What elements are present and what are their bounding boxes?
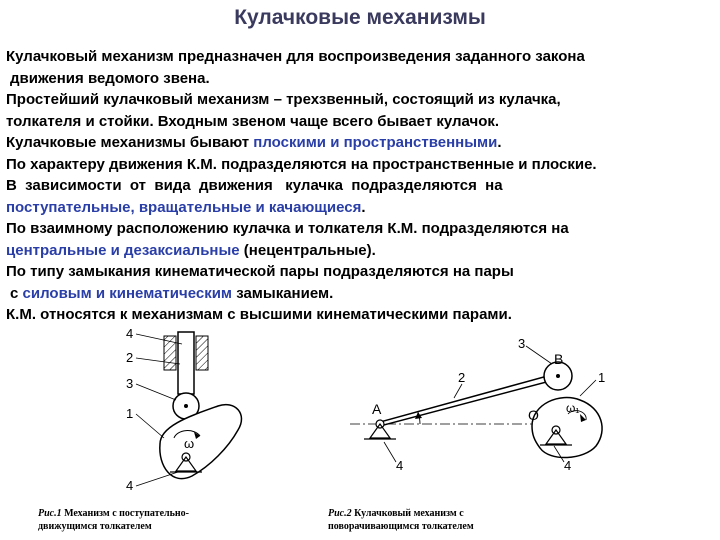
label-2: 2 bbox=[126, 350, 134, 365]
caption-number: Рис.2 bbox=[328, 508, 352, 519]
label-omega: ω bbox=[184, 436, 195, 451]
label-1: 1 bbox=[598, 370, 606, 385]
body-text bbox=[6, 46, 716, 326]
leader-line bbox=[384, 442, 396, 462]
text-line: По типу замыкания кинематической пары подразделяются на пары bbox=[6, 263, 514, 280]
leader-line bbox=[136, 472, 178, 486]
leader-line bbox=[136, 414, 164, 438]
text-segment: . bbox=[361, 198, 366, 216]
page-title: Кулачковые механизмы bbox=[234, 6, 486, 29]
text-line: По характеру движения К.М. подразделяются на пространственные и плоские. bbox=[6, 155, 597, 173]
text-segment: с bbox=[10, 284, 23, 302]
text-line: В зависимости от вида движения кулачка подразделяются на bbox=[6, 177, 503, 194]
highlight-text: силовым и кинематическим bbox=[22, 284, 233, 302]
caption-text: поворачивающимся толкателем bbox=[328, 521, 474, 532]
text-line bbox=[6, 132, 716, 154]
caption-text: Механизм с поступательно- bbox=[61, 508, 189, 519]
label-4-bottom: 4 bbox=[126, 478, 134, 493]
figure-2-caption bbox=[328, 507, 474, 533]
figure-2-diagram bbox=[340, 334, 620, 484]
label-3: 3 bbox=[126, 376, 134, 391]
follower-rod bbox=[178, 332, 194, 394]
text-line: толкателя и стойки. Входным звеном чаще всего бывает кулачок. bbox=[6, 112, 500, 130]
label-b: B bbox=[554, 351, 564, 367]
text-line: Кулачковый механизм предназначен для воспроизведения заданного закона bbox=[6, 48, 585, 65]
leader-line bbox=[454, 384, 462, 398]
leader-line bbox=[526, 346, 552, 364]
text-segment: замыканием. bbox=[232, 284, 334, 302]
cam-body bbox=[160, 405, 242, 479]
text-segment: . bbox=[497, 134, 502, 151]
label-4-left: 4 bbox=[396, 458, 404, 473]
figure-1-diagram bbox=[100, 326, 270, 501]
text-line: Простейший кулачковый механизм – трехзвенный, состоящий из кулачка, bbox=[6, 91, 561, 108]
guide-right bbox=[196, 336, 208, 370]
caption-text: движущимся толкателем bbox=[38, 521, 152, 532]
text-line: движения ведомого звена. bbox=[10, 69, 210, 87]
caption-text: Кулачковый механизм с bbox=[351, 508, 464, 519]
leader-line bbox=[136, 384, 176, 400]
text-line: По взаимному расположению кулачка и толкателя К.М. подразделяются на bbox=[6, 220, 569, 237]
highlight-text: центральные и дезаксиальные bbox=[6, 241, 240, 259]
text-segment: (нецентральные). bbox=[239, 241, 376, 259]
roller-pin bbox=[556, 374, 560, 378]
label-omega1: ω₁ bbox=[566, 401, 580, 415]
highlight-text: поступательные, вращательные и качающиеся bbox=[6, 198, 362, 216]
roller-pin bbox=[184, 404, 188, 408]
leader-line bbox=[580, 380, 596, 396]
label-4-top: 4 bbox=[126, 326, 134, 341]
label-o: O bbox=[528, 407, 539, 423]
text-line bbox=[6, 240, 716, 262]
highlight-text: плоскими и пространственными bbox=[253, 134, 498, 151]
text-segment: Кулачковые механизмы бывают bbox=[6, 134, 254, 151]
label-2: 2 bbox=[458, 370, 466, 385]
label-3: 3 bbox=[518, 336, 526, 351]
caption-number: Рис.1 bbox=[38, 508, 62, 519]
text-line: К.М. относятся к механизмам с высшими кинематическими парами. bbox=[6, 306, 512, 323]
label-1: 1 bbox=[126, 406, 134, 421]
text-line bbox=[6, 283, 716, 305]
label-a: A bbox=[372, 401, 382, 417]
text-line bbox=[6, 197, 716, 219]
label-4-right: 4 bbox=[564, 458, 572, 473]
figure-1-caption bbox=[38, 507, 189, 533]
